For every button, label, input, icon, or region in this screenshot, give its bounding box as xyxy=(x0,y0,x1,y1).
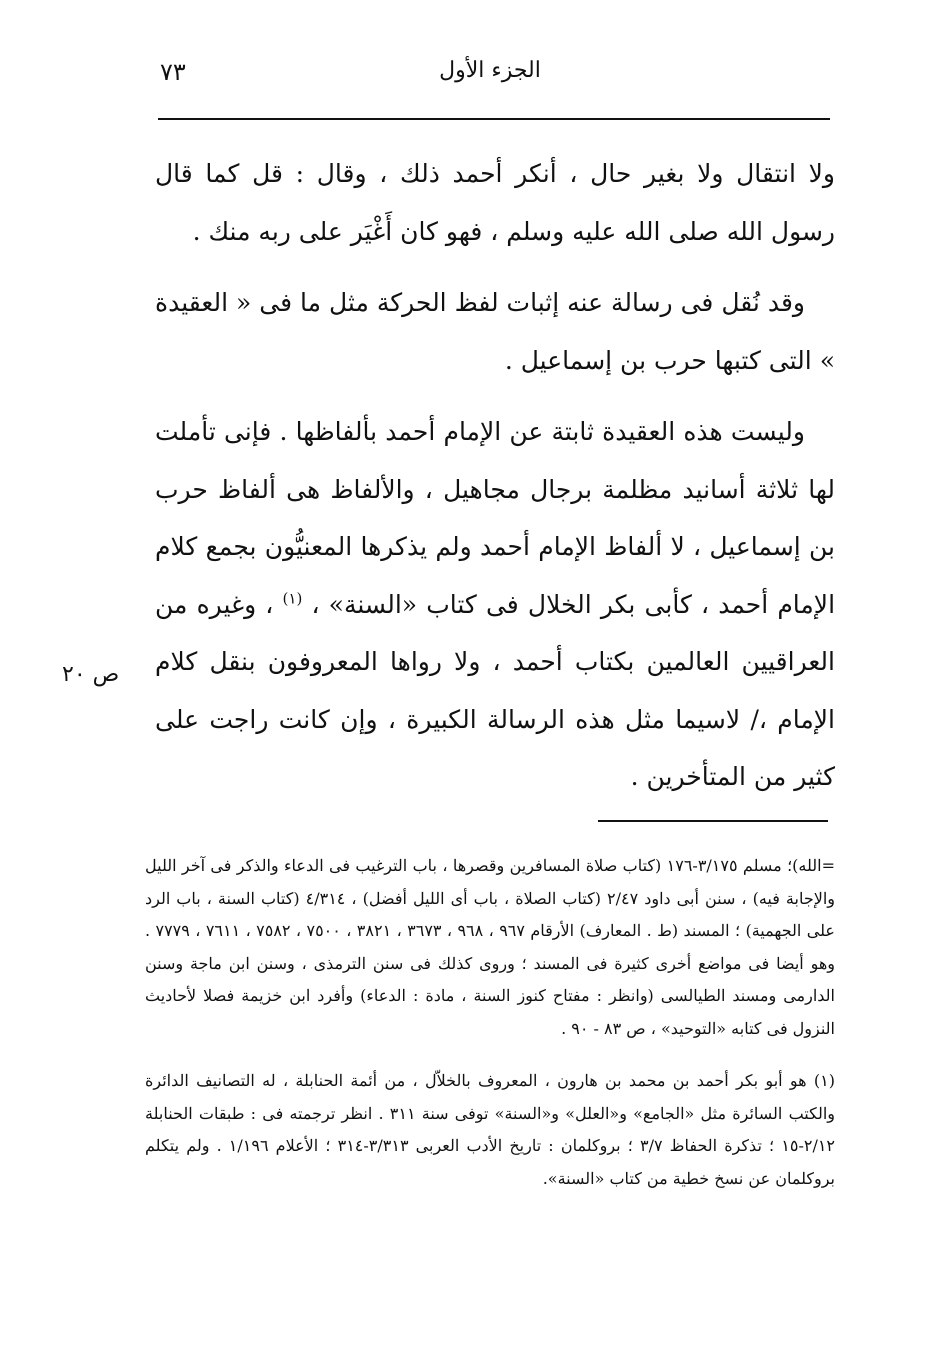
footnote-1: (١) هو أبو بكر أحمد بن محمد بن هارون ، المعروف بالخلاّل ، من أئمة الحنابلة ، له التصانيف الدائرة والكتب السائرة مثل «الجامع» و«العلل» و«السنة» توفى سنة ٣١١ . انظر ترجمته فى : طبقات الحنابلة ٢/١٢-١٥ ؛ تذكرة الحفاظ ٣/٧ ؛ بروكلمان : تاريخ الأدب العربى ٣/٣١٣-٣١٤ ؛ الأعلام ١/١٩٦ . ولم يتكلم بروكلمان عن نسخ خطية من كتاب «السنة». xyxy=(145,1071,836,1188)
running-title: الجزء الأول xyxy=(439,58,541,83)
paragraph-3-end: ، وغيره من العراقيين العالمين بكتاب أحمد ، ولا رواها المعروفون بنقل كلام الإمام ،/ لاسيما مثل هذه الرسالة الكبيرة ، وإن كانت راجت على كثير من المتأخرين . xyxy=(155,589,835,791)
paragraph-1: ولا انتقال ولا بغير حال ، أنكر أحمد ذلك ، وقال : قل كما قال رسول الله صلى الله عليه وسلم ، فهو كان أَغْيَر على ربه منك . xyxy=(155,159,835,246)
margin-page-note: ص ٢٠ xyxy=(62,662,120,687)
paragraph-3-start: وليست هذه العقيدة ثابتة عن الإمام أحمد بألفاظها . فإنى تأملت لها ثلاثة أسانيد مظلمة برجال مجاهيل ، والألفاظ هى ألفاظ حرب بن إسماعيل ، لا ألفاظ الإمام أحمد ولم يذكرها المعنيُّون بجمع كلام الإمام أحمد ، كأبى بكر الخلال فى كتاب «السنة» ، xyxy=(155,417,836,619)
header-rule xyxy=(158,118,830,120)
footnote-continued: =الله)؛ مسلم ٣/١٧٥-١٧٦ (كتاب صلاة المسافرين وقصرها ، باب الترغيب فى الدعاء والذكر فى آخر الليل والإجابة فيه) ، سنن أبى داود ٢/٤٧ (كتاب الصلاة ، باب أى الليل أفضل) ، ٤/٣١٤ (كتاب السنة ، باب الرد على الجهمية) ؛ المسند (ط . المعارف) الأرقام ٩٦٧ ، ٩٦٨ ، ٣٦٧٣ ، ٣٨٢١ ، ٧٥٠٠ ، ٧٥٨٢ ، ٧٦١١ ، ٧٧٧٩ . وهو أيضا فى مواضع أخرى كثيرة فى المسند ؛ وروى كذلك فى سنن الترمذى ، وسنن ابن ماجة وسنن الدارمى ومسند الطيالسى (وانظر : مفتاح كنوز السنة ، مادة : الدعاء) وأفرد ابن خزيمة فصلا لأحاديث النزول فى كتابه «التوحيد» ، ص ٨٣ - ٩٠ . xyxy=(145,856,836,1038)
page-number: ٧٣ xyxy=(160,58,186,86)
footnote-rule xyxy=(598,820,828,822)
footnotes xyxy=(145,850,835,1195)
footnote-ref: (١) xyxy=(282,589,303,608)
page-header xyxy=(150,58,830,98)
paragraph-3 xyxy=(155,403,835,806)
main-text xyxy=(155,145,835,820)
paragraph-2: وقد نُقل فى رسالة عنه إثبات لفظ الحركة مثل ما فى « العقيدة » التى كتبها حرب بن إسماعيل . xyxy=(155,288,835,375)
